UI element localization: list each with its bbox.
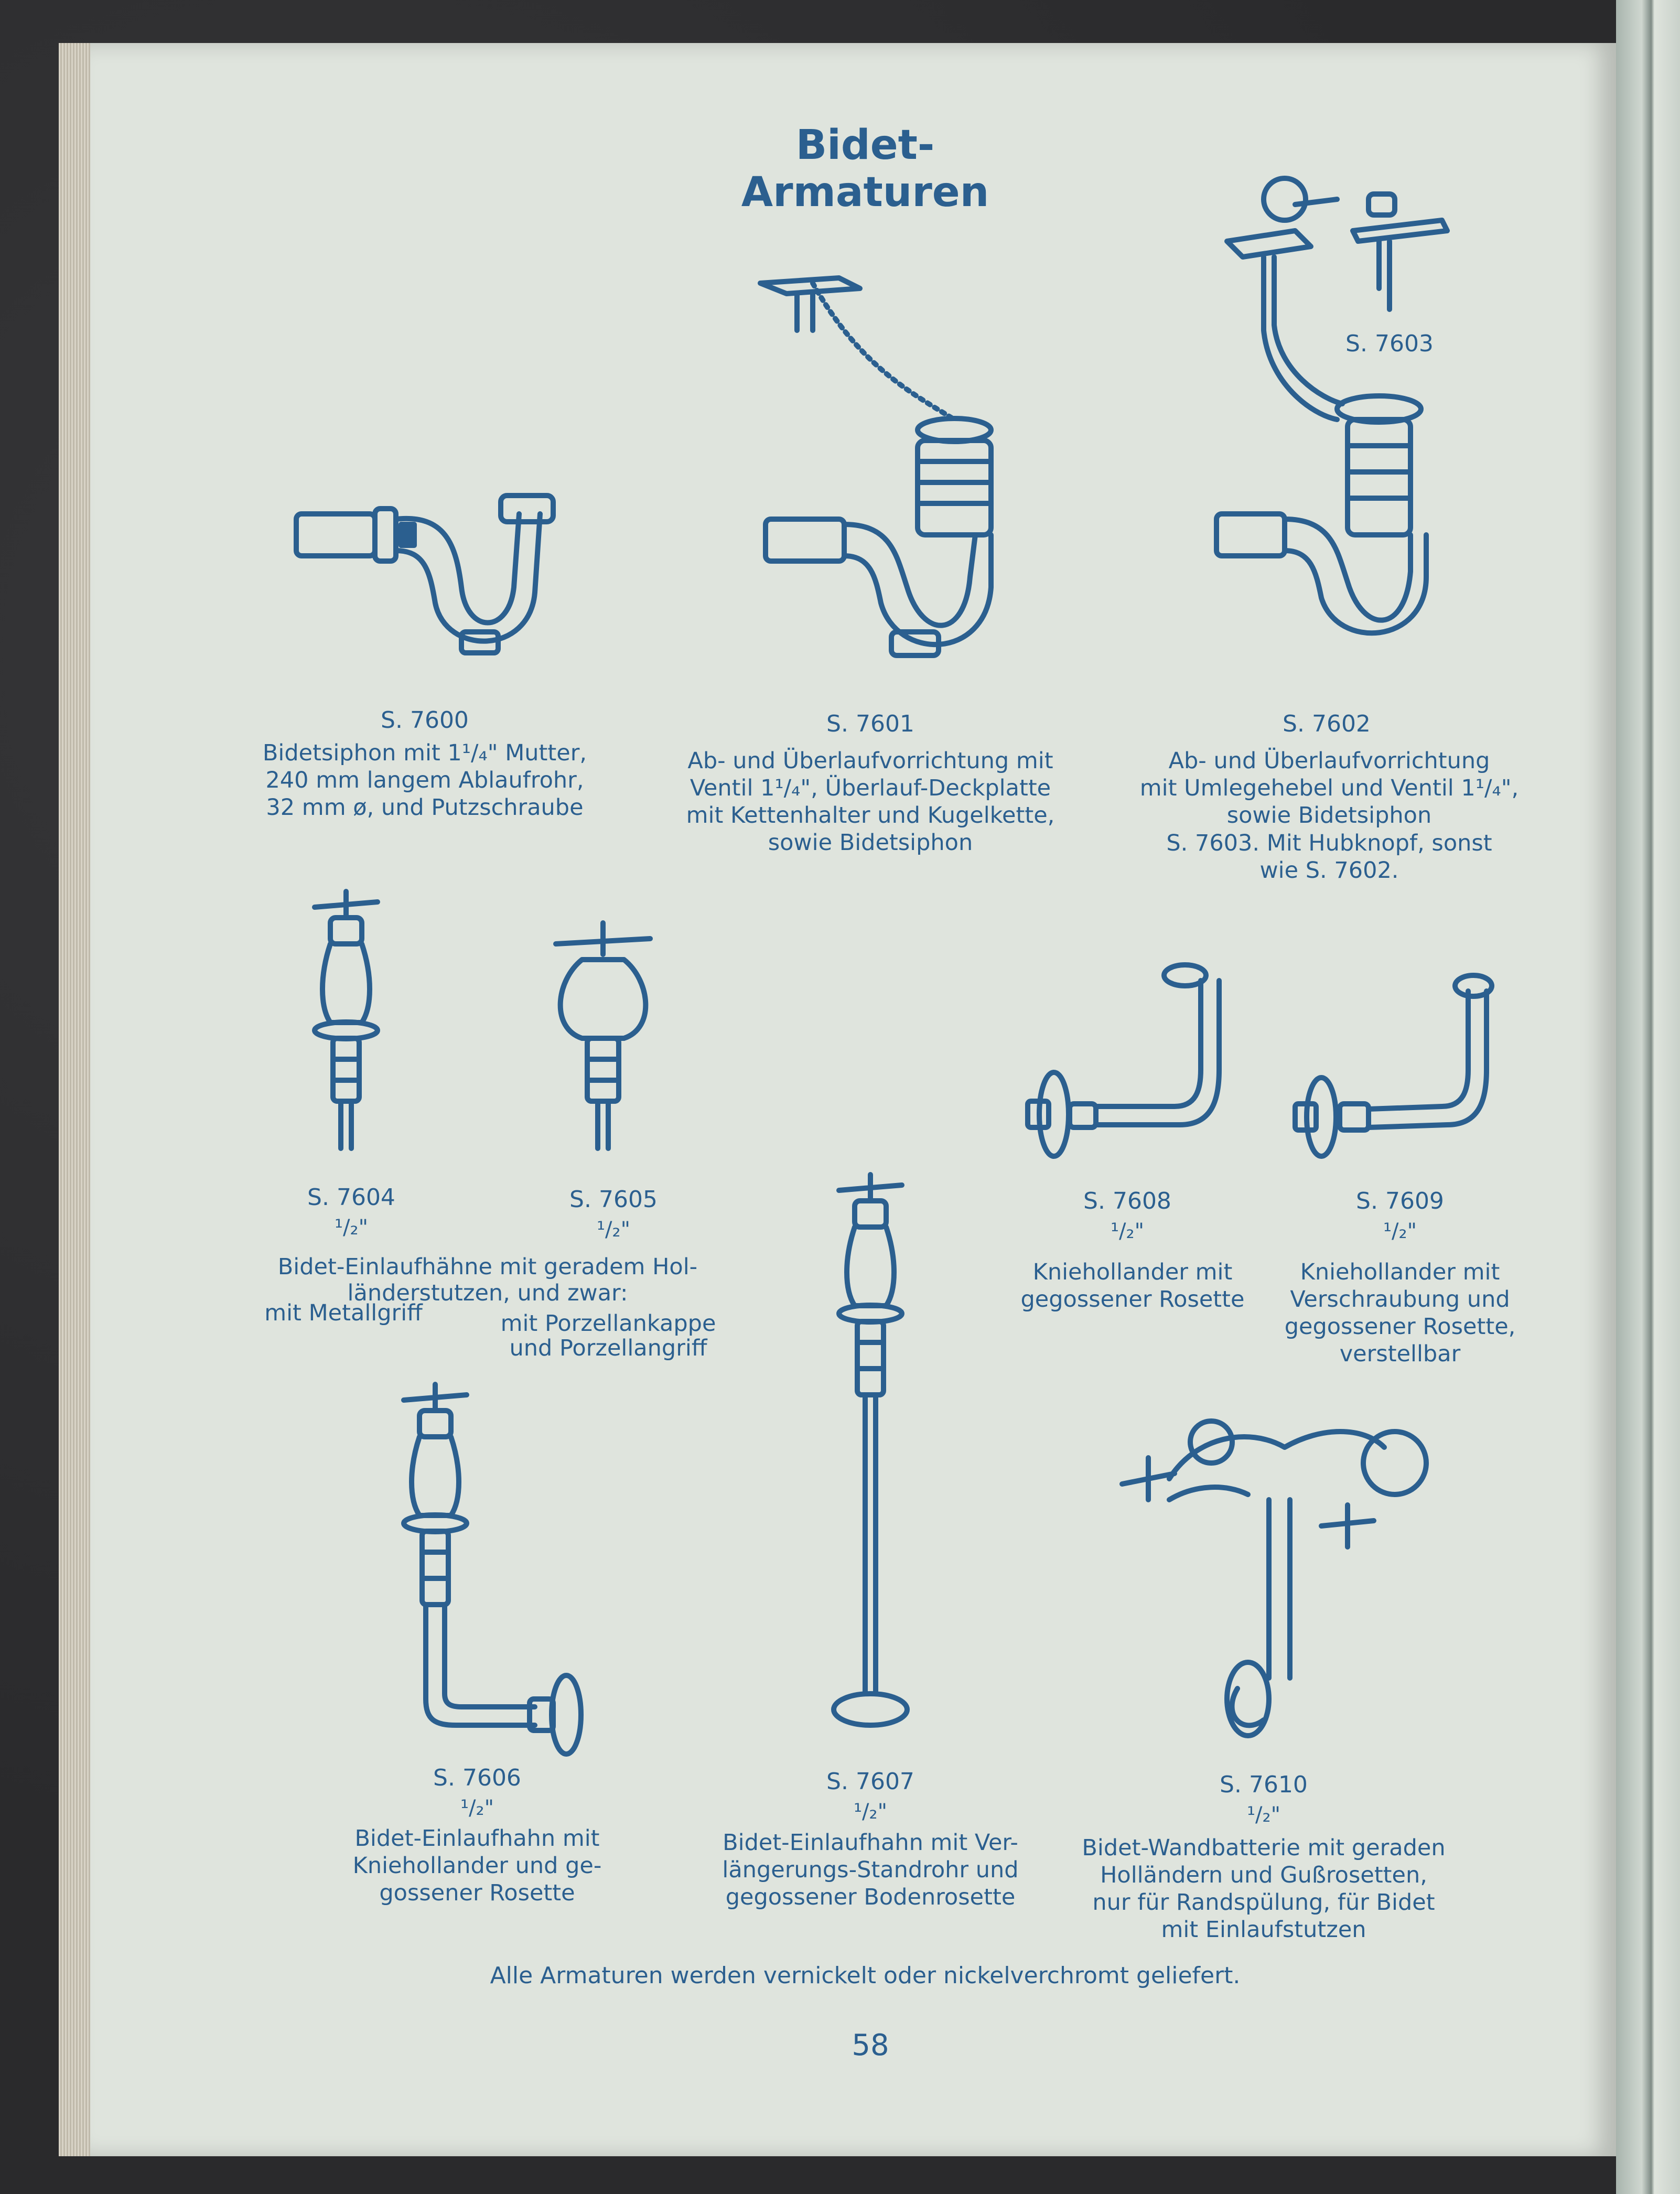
code-7607: S. 7607 — [826, 1768, 914, 1795]
desc-7609: Kniehollander mit Verschraubung und gegossener Rosette, verstellbar — [1284, 1259, 1516, 1367]
tap-7605-illustration — [551, 923, 655, 1154]
desc-7610: Bidet-Wandbatterie mit geraden Holländern und Gußrosetten, nur für Randspülung, für Bidet mit Einlaufstutzen — [1082, 1835, 1446, 1943]
code-7608: S. 7608 — [1083, 1188, 1171, 1214]
group-7604-7605-line2: länderstutzen, und zwar: — [347, 1280, 628, 1306]
group-7605-right2: und Porzellangriff — [509, 1335, 707, 1361]
group-7604-left: mit Metallgriff — [264, 1300, 423, 1326]
size-7606: ¹/₂" — [460, 1796, 494, 1820]
code-7604: S. 7604 — [307, 1184, 395, 1211]
code-7605: S. 7605 — [569, 1186, 658, 1213]
desc-7601: Ab- und Überlaufvorrichtung mit Ventil 1¹/₄", Überlauf-Deckplatte mit Kettenhalter und Kugelkette, sowie Bidetsiphon — [686, 748, 1055, 856]
desc-7600: Bidetsiphon mit 1¹/₄" Mutter, 240 mm langem Ablaufrohr, 32 mm ø, und Putzschraube — [262, 740, 587, 821]
siphon-7600-illustration — [288, 482, 561, 666]
desc-7606: Bidet-Einlaufhahn mit Kniehollander und ge- gossener Rosette — [352, 1825, 602, 1906]
overflow-7601-illustration — [755, 262, 1017, 671]
tap-7604-illustration — [309, 891, 383, 1154]
page-title: Bidet-Armaturen — [741, 122, 989, 216]
code-7602: S. 7602 — [1283, 711, 1371, 737]
knee-7609-illustration — [1295, 975, 1494, 1175]
next-page-edge — [1616, 0, 1680, 2194]
tap-7607-illustration — [828, 1175, 912, 1741]
size-7605: ¹/₂" — [597, 1218, 630, 1242]
group-7604-7605-line1: Bidet-Einlaufhähne mit geradem Hol- — [277, 1254, 698, 1280]
size-7610: ¹/₂" — [1247, 1803, 1280, 1827]
knee-7608-illustration — [1028, 965, 1227, 1164]
desc-7608: Kniehollander mit gegossener Rosette — [1020, 1259, 1245, 1313]
code-7610: S. 7610 — [1220, 1771, 1308, 1798]
code-7601: S. 7601 — [826, 711, 914, 737]
tap-7606-illustration — [399, 1384, 587, 1751]
desc-7607: Bidet-Einlaufhahn mit Ver- längerungs-Standrohr und gegossener Bodenrosette — [722, 1830, 1019, 1910]
group-7605-right1: mit Porzellankappe — [500, 1310, 716, 1337]
battery-7610-illustration — [1112, 1405, 1437, 1741]
size-7609: ¹/₂" — [1383, 1219, 1417, 1243]
page-number: 58 — [852, 2028, 889, 2062]
size-7607: ¹/₂" — [854, 1800, 887, 1824]
desc-7603: S. 7603. Mit Hubknopf, sonst wie S. 7602. — [1166, 830, 1492, 884]
code-7603: S. 7603 — [1345, 330, 1434, 357]
size-7608: ¹/₂" — [1111, 1219, 1144, 1243]
footer-note: Alle Armaturen werden vernickelt oder nickelverchromt geliefert. — [490, 1962, 1241, 1989]
size-7604: ¹/₂" — [335, 1216, 368, 1240]
code-7606: S. 7606 — [433, 1765, 521, 1791]
lift-knob-7603-illustration — [1348, 194, 1452, 320]
code-7609: S. 7609 — [1356, 1188, 1444, 1214]
code-7600: S. 7600 — [381, 707, 469, 734]
desc-7602: Ab- und Überlaufvorrichtung mit Umlegehebel und Ventil 1¹/₄", sowie Bidetsiphon — [1139, 748, 1519, 829]
